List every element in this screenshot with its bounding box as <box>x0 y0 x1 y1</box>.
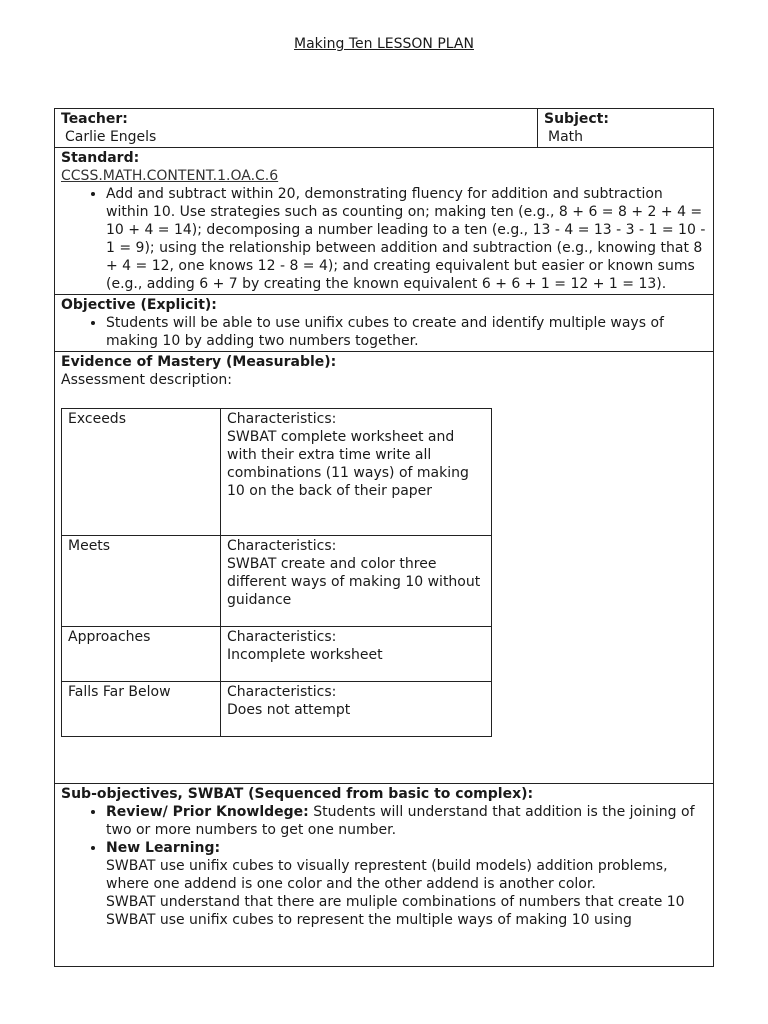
lesson-plan-table <box>54 108 714 967</box>
new-learning-item <box>106 839 707 929</box>
review-text: Students will understand that addition is the joining of two or more numbers to get one number. <box>106 804 695 838</box>
rubric-level: Falls Far Below <box>62 682 221 737</box>
objective-row <box>55 295 714 352</box>
teacher-name: Carlie Engels <box>65 129 157 145</box>
subobjectives-row <box>55 784 714 967</box>
rubric-table <box>61 408 492 737</box>
document-title: Making Ten LESSON PLAN <box>294 36 474 52</box>
characteristics-heading: Characteristics: <box>227 411 337 427</box>
evidence-row <box>55 352 714 784</box>
characteristics-heading: Characteristics: <box>227 629 337 645</box>
characteristics-heading: Characteristics: <box>227 684 337 700</box>
assessment-description: Assessment description: <box>61 372 232 388</box>
evidence-cell <box>55 352 714 784</box>
rubric-level: Approaches <box>62 627 221 682</box>
characteristics-text: Does not attempt <box>227 702 351 718</box>
standard-description: • Add and subtract within 20, demonstrating fluency for addition and subtraction within 10. Use strategies such as counting on; making ten (e.g., 8 + 6 = 8 + 2 + 4 = 10 + 4 = 14); decomposing a number leading to a ten (e.g., 13 - 4 = 13 - 3 - 1 = 10 - 1 = 9); using the relationship between addition and subtraction (e.g., knowing that 8 + 4 = 12, one knows 12 - 8 = 4); and creating equivalent but easier or known sums (e.g., adding 6 + 7 by creating the known equivalent 6 + 6 + 1 = 12 + 1 = 13). <box>106 185 707 293</box>
new-learning-line: SWBAT understand that there are muliple combinations of numbers that create 10 <box>106 894 685 910</box>
rubric-characteristics <box>221 536 492 627</box>
subobjectives-cell <box>55 784 714 967</box>
review-label: Review/ Prior Knowldege: <box>106 804 309 820</box>
standard-code-link[interactable]: CCSS.MATH.CONTENT.1.OA.C.6 <box>61 168 279 184</box>
rubric-row-falls-far-below <box>62 682 492 737</box>
rubric-row-exceeds <box>62 409 492 536</box>
standard-label: Standard: <box>61 150 140 166</box>
objective-cell <box>55 295 714 352</box>
teacher-cell <box>55 109 538 148</box>
characteristics-text: Incomplete worksheet <box>227 647 383 663</box>
subobjectives-list <box>61 803 707 929</box>
rubric-characteristics <box>221 627 492 682</box>
new-learning-label: • New Learning: <box>106 840 221 856</box>
new-learning-line: SWBAT use unifix cubes to represent the multiple ways of making 10 using <box>106 912 632 928</box>
rubric-row-meets <box>62 536 492 627</box>
standard-cell <box>55 148 714 295</box>
teacher-subject-row <box>55 109 714 148</box>
subject-name: Math <box>548 129 584 145</box>
review-item <box>106 803 707 839</box>
characteristics-text: SWBAT complete worksheet and with their extra time write all combinations (11 ways) of making 10 on the back of their paper <box>227 429 469 499</box>
rubric-characteristics <box>221 409 492 536</box>
new-learning-line: SWBAT use unifix cubes to visually represtent (build models) addition problems, where one addend is one color and the other addend is another color. <box>106 858 668 892</box>
subject-cell <box>538 109 714 148</box>
rubric-level: Exceeds <box>62 409 221 536</box>
standard-row <box>55 148 714 295</box>
subject-label: Subject: <box>544 111 609 127</box>
objective-label: Objective (Explicit): <box>61 297 217 313</box>
objective-list <box>61 314 707 350</box>
rubric-characteristics <box>221 682 492 737</box>
characteristics-text: SWBAT create and color three different ways of making 10 without guidance <box>227 556 481 608</box>
subobjectives-label: Sub-objectives, SWBAT (Sequenced from basic to complex): <box>61 786 534 802</box>
rubric-level: Meets <box>62 536 221 627</box>
evidence-label: Evidence of Mastery (Measurable): <box>61 354 337 370</box>
teacher-label: Teacher: <box>61 111 128 127</box>
characteristics-heading: Characteristics: <box>227 538 337 554</box>
objective-text: • Students will be able to use unifix cubes to create and identify multiple ways of making 10 by adding two numbers together. <box>106 314 707 350</box>
rubric-row-approaches <box>62 627 492 682</box>
standard-list <box>61 185 707 293</box>
